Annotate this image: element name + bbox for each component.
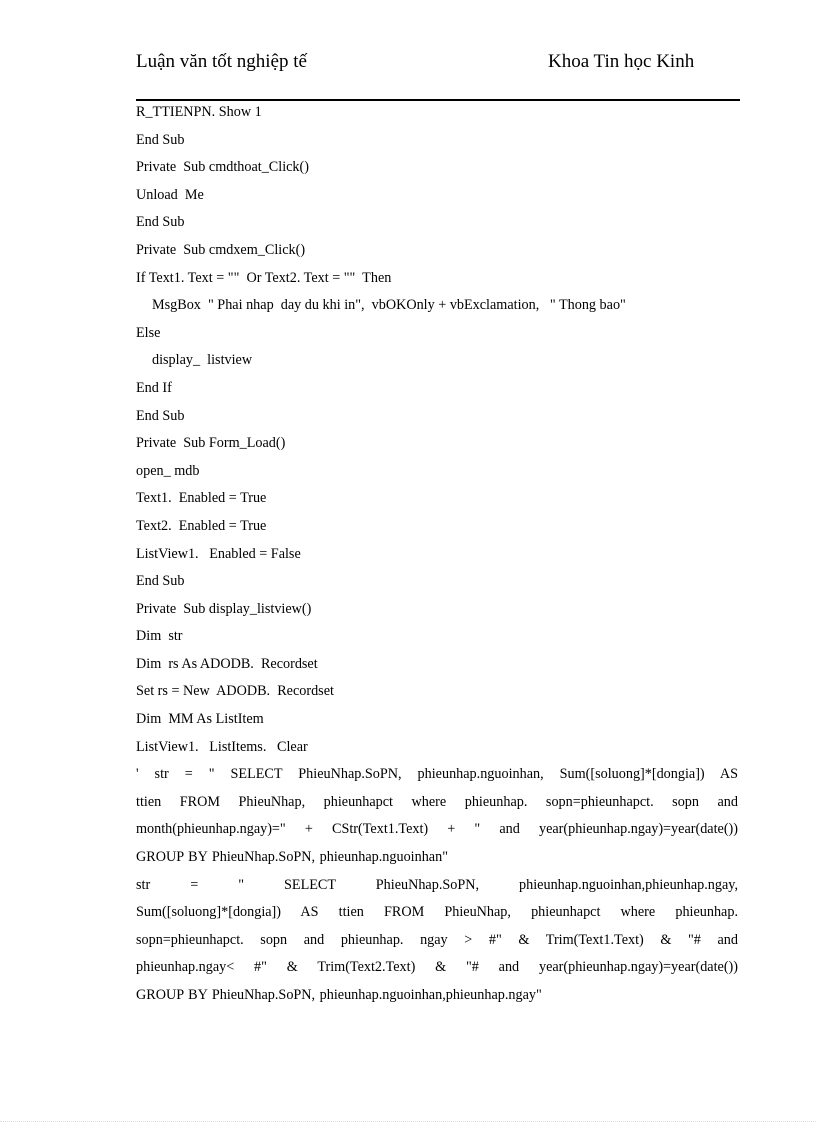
code-line: Private Sub cmdthoat_Click() <box>136 159 309 176</box>
code-line: Private Sub display_listview() <box>136 600 312 617</box>
sql-query-line: str = " SELECT PhieuNhap.SoPN, phieunhap.nguoinhan,phieunhap.ngay, <box>136 876 738 893</box>
sql-comment-line: ttien FROM PhieuNhap, phieunhapct where phieunhap. sopn=phieunhapct. sopn and <box>136 793 738 810</box>
code-line: Text2. Enabled = True <box>136 517 267 534</box>
code-listing <box>136 102 738 1013</box>
sql-query-line: sopn=phieunhapct. sopn and phieunhap. ngay > #" & Trim(Text1.Text) & "# and <box>136 931 738 948</box>
code-line: Set rs = New ADODB. Recordset <box>136 683 334 700</box>
code-line: MsgBox " Phai nhap day du khi in", vbOKOnly + vbExclamation, " Thong bao" <box>152 297 626 314</box>
page-bottom-edge <box>0 1121 816 1122</box>
code-line: display_ listview <box>152 352 253 369</box>
code-line: ListView1. Enabled = False <box>136 545 301 562</box>
code-line: End If <box>136 379 172 396</box>
code-line: Dim rs As ADODB. Recordset <box>136 655 318 672</box>
code-line: End Sub <box>136 573 185 590</box>
header-faculty-title: Khoa Tin học Kinh <box>548 51 695 72</box>
sql-comment-line: month(phieunhap.ngay)=" + CStr(Text1.Text) + " and year(phieunhap.ngay)=year(date()) <box>136 821 738 838</box>
code-line: End Sub <box>136 214 185 231</box>
page-header <box>136 50 740 100</box>
code-line: R_TTIENPN. Show 1 <box>136 104 262 120</box>
code-line: ListView1. ListItems. Clear <box>136 738 308 755</box>
code-line: Unload Me <box>136 186 204 203</box>
code-line: open_ mdb <box>136 462 200 479</box>
sql-query-line: Sum([soluong]*[dongia]) AS ttien FROM PhieuNhap, phieunhapct where phieunhap. <box>136 904 738 921</box>
sql-comment-line: ' str = " SELECT PhieuNhap.SoPN, phieunhap.nguoinhan, Sum([soluong]*[dongia]) AS <box>136 766 738 783</box>
code-line: Private Sub cmdxem_Click() <box>136 241 306 258</box>
sql-query-line: phieunhap.ngay< #" & Trim(Text2.Text) & "# and year(phieunhap.ngay)=year(date()) <box>136 959 738 976</box>
sql-comment-line: GROUP BY PhieuNhap.SoPN, phieunhap.nguoinhan" <box>136 849 448 866</box>
code-line: Private Sub Form_Load() <box>136 435 286 452</box>
header-thesis-title: Luận văn tốt nghiệp tế <box>136 51 307 72</box>
header-divider <box>136 99 740 101</box>
code-line: Else <box>136 324 161 341</box>
code-line: End Sub <box>136 131 185 148</box>
code-line: Dim MM As ListItem <box>136 711 264 728</box>
code-line: Text1. Enabled = True <box>136 490 267 507</box>
code-line: If Text1. Text = "" Or Text2. Text = "" Then <box>136 269 392 286</box>
sql-query-line: GROUP BY PhieuNhap.SoPN, phieunhap.nguoinhan,phieunhap.ngay" <box>136 987 542 1003</box>
code-line: End Sub <box>136 407 185 424</box>
code-line: Dim str <box>136 628 183 645</box>
